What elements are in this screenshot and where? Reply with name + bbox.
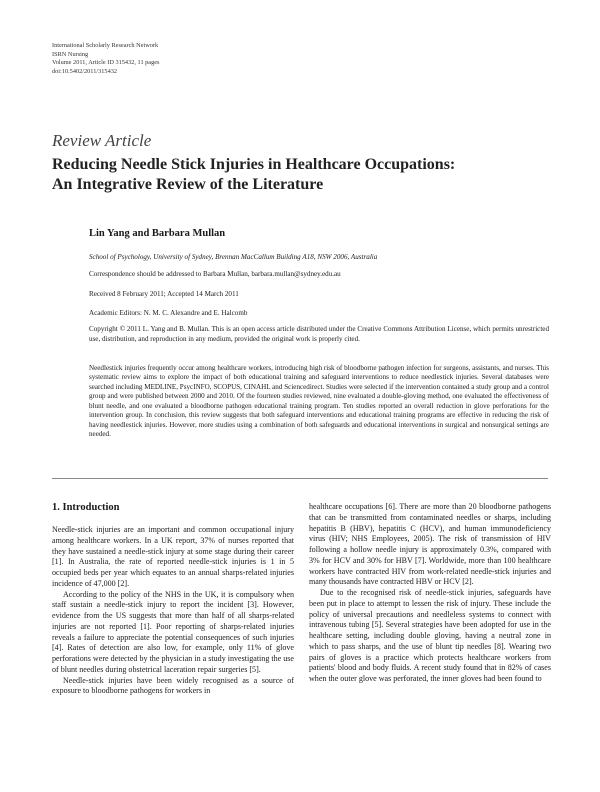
- masthead-volume: Volume 2011, Article ID 315432, 11 pages: [52, 59, 160, 67]
- title-line-2: An Integrative Review of the Literature: [52, 176, 324, 193]
- correspondence: Correspondence should be addressed to Barbara Mullan, barbara.mullan@sydney.edu.au: [89, 270, 341, 278]
- paragraph: healthcare occupations [6]. There are more than 20 bloodborne pathogens that can be transmitted from contaminated needles or sharps, including hepatitis B (HBV), hepatitis C (HCV), and human immunodeficiency virus (HIV; NHS Employees, 2005). The risk of transmission of HIV following a hollow needle injury is approximately 0.3%, compared with 3% for HCV and 30% for HBV [7]. Worldwide, more than 100 healthcare workers have contracted HIV from work-related needle-stick injuries and many thousands have contracted HBV or HCV [2].: [309, 502, 551, 587]
- column-left: [52, 502, 294, 697]
- paragraph: Needle-stick injuries are an important and common occupational injury among healthcare workers. In a UK report, 37% of nurses reported that they have sustained a needle-stick injury at some stage during their career [1]. In Australia, the rate of reported needle-stick injuries is 1 in 5 occupied beds per year which equates to an annual sharps-related injuries incidence of 47,000 [2].: [52, 525, 294, 588]
- masthead-network: International Scholarly Research Network: [52, 42, 159, 49]
- academic-editors: Academic Editors: N. M. C. Alexandre and E. Halcomb: [89, 309, 248, 317]
- journal-masthead: [52, 42, 160, 76]
- abstract: Needlestick injuries frequently occur among healthcare workers, introducing high risk of bloodborne pathogen infection for surgeons, assistants, and nurses. This systematic review aims to explore the impact of both educational training and safeguard interventions to reduce needlestick injuries. Several databases were searched including MEDLINE, PsycINFO, SCOPUS, CINAHL and Sciencedirect. Studies were selected if the intervention contained a study group and a control group and were published between 2000 and 2010. Of the fourteen studies reviewed, nine evaluated a double-gloving method, one evaluated the effectiveness of blunt needle, and one evaluated a bloodborne pathogen educational training program. Ten studies reported an overall reduction in glove perforations for the intervention group. In conclusion, this review suggests that both safeguard interventions and educational training programs are effective in reducing the risk of having needlestick injuries. However, more studies using a combination of both safeguards and educational interventions in surgical and nonsurgical settings are needed.: [89, 364, 549, 439]
- authors: Lin Yang and Barbara Mullan: [89, 228, 226, 239]
- paragraph: Needle-stick injuries have been widely recognised as a source of exposure to bloodborne pathogens for workers in: [52, 675, 294, 696]
- section-divider: [52, 478, 548, 479]
- paragraph: According to the policy of the NHS in the UK, it is compulsory when staff sustain a needle-stick injury to report the incident [3]. However, evidence from the US suggests that more than half of all sharps-related injuries are not reported [1]. Poor reporting of sharps-related injuries reveals a failure to appreciate the potential consequences of such injuries [4]. Rates of detection are also low, for example, only 11% of glove perforations were detected by the physician in a study investigating the use of blunt needles during obstetrical laceration repair surgeries [5].: [52, 589, 294, 674]
- masthead-doi: doi:10.5402/2011/315432: [52, 67, 118, 75]
- article-title: [52, 155, 552, 195]
- copyright-notice: Copyright © 2011 L. Yang and B. Mullan. This is an open access article distributed under the Creative Commons Attribution License, which permits unrestricted use, distribution, and reproduction in any medium, provided the original work is properly cited.: [89, 325, 549, 343]
- section-heading: 1. Introduction: [52, 502, 120, 513]
- title-line-1: Reducing Needle Stick Injuries in Healthcare Occupations:: [52, 156, 456, 173]
- affiliation: School of Psychology, University of Sydney, Brennan MacCallum Building A18, NSW 2006, Australia: [89, 253, 378, 261]
- paragraph: Due to the recognised risk of needle-stick injuries, safeguards have been put in place to attempt to lessen the risk of injury. These include the policy of universal precautions and needleless systems to connect with intravenous tubing [5]. Several strategies have been adopted for use in the healthcare setting, including double gloving, having a neutral zone in which to pass sharps, and the use of blunt tip needles [8]. Wearing two pairs of gloves is a practice which protects healthcare workers from patients' blood and body fluids. A recent study found that in 82% of cases when the outer glove was perforated, the inner gloves had been found to: [309, 588, 551, 683]
- received-dates: Received 8 February 2011; Accepted 14 March 2011: [89, 290, 239, 298]
- article-type: Review Article: [52, 131, 152, 150]
- masthead-journal: ISRN Nursing: [52, 50, 89, 58]
- column-right: [309, 502, 551, 685]
